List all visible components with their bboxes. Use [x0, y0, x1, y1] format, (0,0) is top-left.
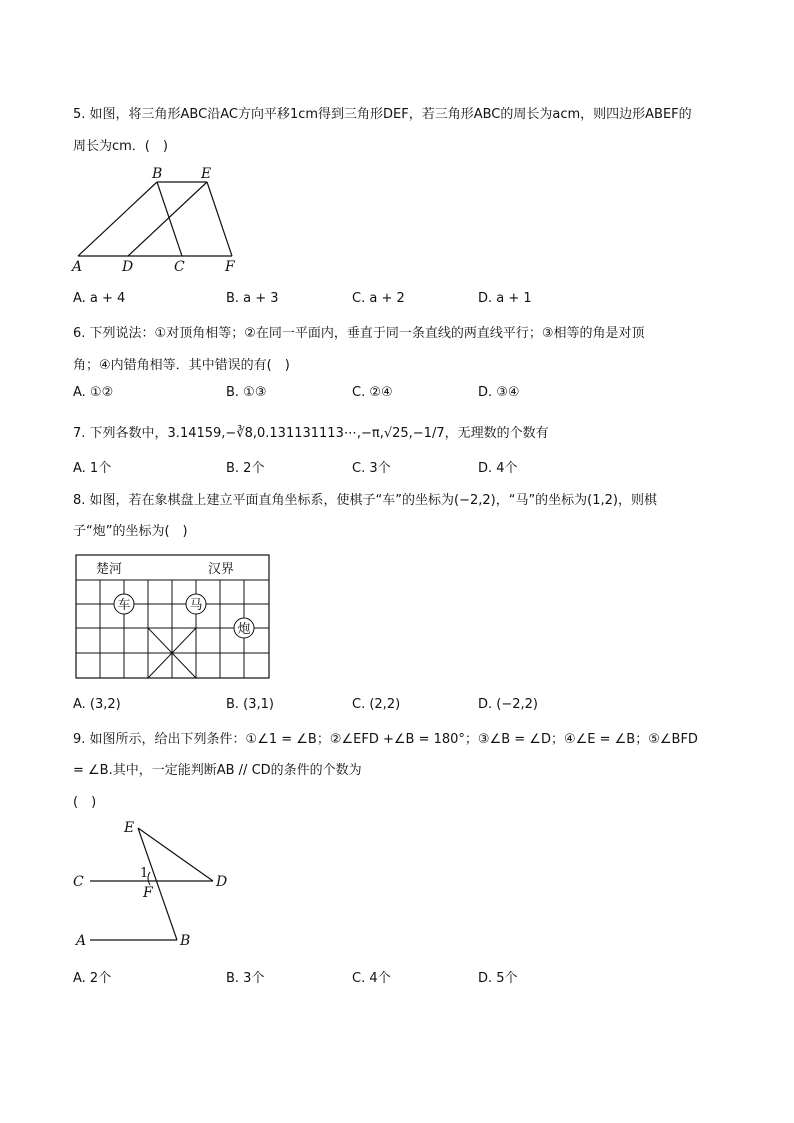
q9-stem-line2: = ∠B.其中，一定能判断AB // CD的条件的个数为: [73, 763, 362, 778]
q9-label-F: F: [143, 885, 153, 901]
q9-label-D: D: [216, 874, 228, 890]
q9-option-c[interactable]: C. 4个: [352, 971, 391, 986]
q9-option-d[interactable]: D. 5个: [478, 971, 518, 986]
q8-river-right-label: 汉界: [208, 562, 235, 577]
q6-stem-line1: 6. 下列说法：①对顶角相等；②在同一平面内，垂直于同一条直线的两直线平行；③相等的角是对顶: [73, 326, 645, 341]
q8-option-d[interactable]: D. (−2,2): [478, 697, 538, 712]
q5-label-F: F: [225, 259, 235, 275]
q5-option-b[interactable]: B. a + 3: [226, 291, 279, 306]
q9-label-B: B: [180, 933, 191, 949]
q8-piece-che-label: 车: [117, 598, 131, 613]
q9-label-C: C: [73, 874, 84, 890]
q7-option-a[interactable]: A. 1个: [73, 461, 112, 476]
q5-stem-line2: 周长为cm．( ): [73, 139, 168, 154]
q8-piece-pao-label: 炮: [237, 622, 251, 637]
q9-option-b[interactable]: B. 3个: [226, 971, 265, 986]
q8-stem-line1: 8. 如图，若在象棋盘上建立平面直角坐标系，使棋子“车”的坐标为(−2,2)，“马”的坐标为(1,2)，则棋: [73, 493, 658, 508]
q9-stem-line3: ( ): [73, 795, 97, 810]
q8-river-left-label: 楚河: [96, 562, 123, 577]
q9-label-A: A: [76, 933, 87, 949]
q9-label-one: 1: [140, 866, 149, 881]
q8-stem-line2: 子“炮”的坐标为( ): [73, 524, 188, 539]
q6-stem-line2: 角；④内错角相等．其中错误的有( ): [73, 358, 290, 373]
q5-option-a[interactable]: A. a + 4: [73, 291, 126, 306]
q6-option-a[interactable]: A. ①②: [73, 385, 114, 400]
q8-option-b[interactable]: B. (3,1): [226, 697, 275, 712]
q5-label-B: B: [152, 166, 163, 182]
q8-option-a[interactable]: A. (3,2): [73, 697, 121, 712]
q5-label-E: E: [201, 166, 212, 182]
q5-option-d[interactable]: D. a + 1: [478, 291, 532, 306]
q5-stem-line1: 5. 如图，将三角形ABC沿AC方向平移1cm得到三角形DEF，若三角形ABC的周长为acm，则四边形ABEF的: [73, 107, 692, 122]
q8-option-c[interactable]: C. (2,2): [352, 697, 401, 712]
q8-piece-ma-label: 马: [189, 598, 203, 613]
q5-label-C: C: [174, 259, 185, 275]
q9-stem-line1: 9. 如图所示，给出下列条件：①∠1 = ∠B；②∠EFD +∠B = 180°；③∠B = ∠D；④∠E = ∠B；⑤∠BFD: [73, 732, 698, 747]
q5-label-A: A: [72, 259, 83, 275]
q7-option-c[interactable]: C. 3个: [352, 461, 391, 476]
q6-option-d[interactable]: D. ③④: [478, 385, 520, 400]
q7-option-b[interactable]: B. 2个: [226, 461, 265, 476]
q9-label-E: E: [124, 820, 135, 836]
q7-stem-line1: 7. 下列各数中，3.14159,−∛8,0.131131113⋯,−π,√25,−1/7，无理数的个数有: [73, 426, 549, 441]
q6-option-b[interactable]: B. ①③: [226, 385, 267, 400]
q5-label-D: D: [122, 259, 134, 275]
q7-option-d[interactable]: D. 4个: [478, 461, 518, 476]
q5-option-c[interactable]: C. a + 2: [352, 291, 405, 306]
q6-option-c[interactable]: C. ②④: [352, 385, 393, 400]
q9-option-a[interactable]: A. 2个: [73, 971, 112, 986]
